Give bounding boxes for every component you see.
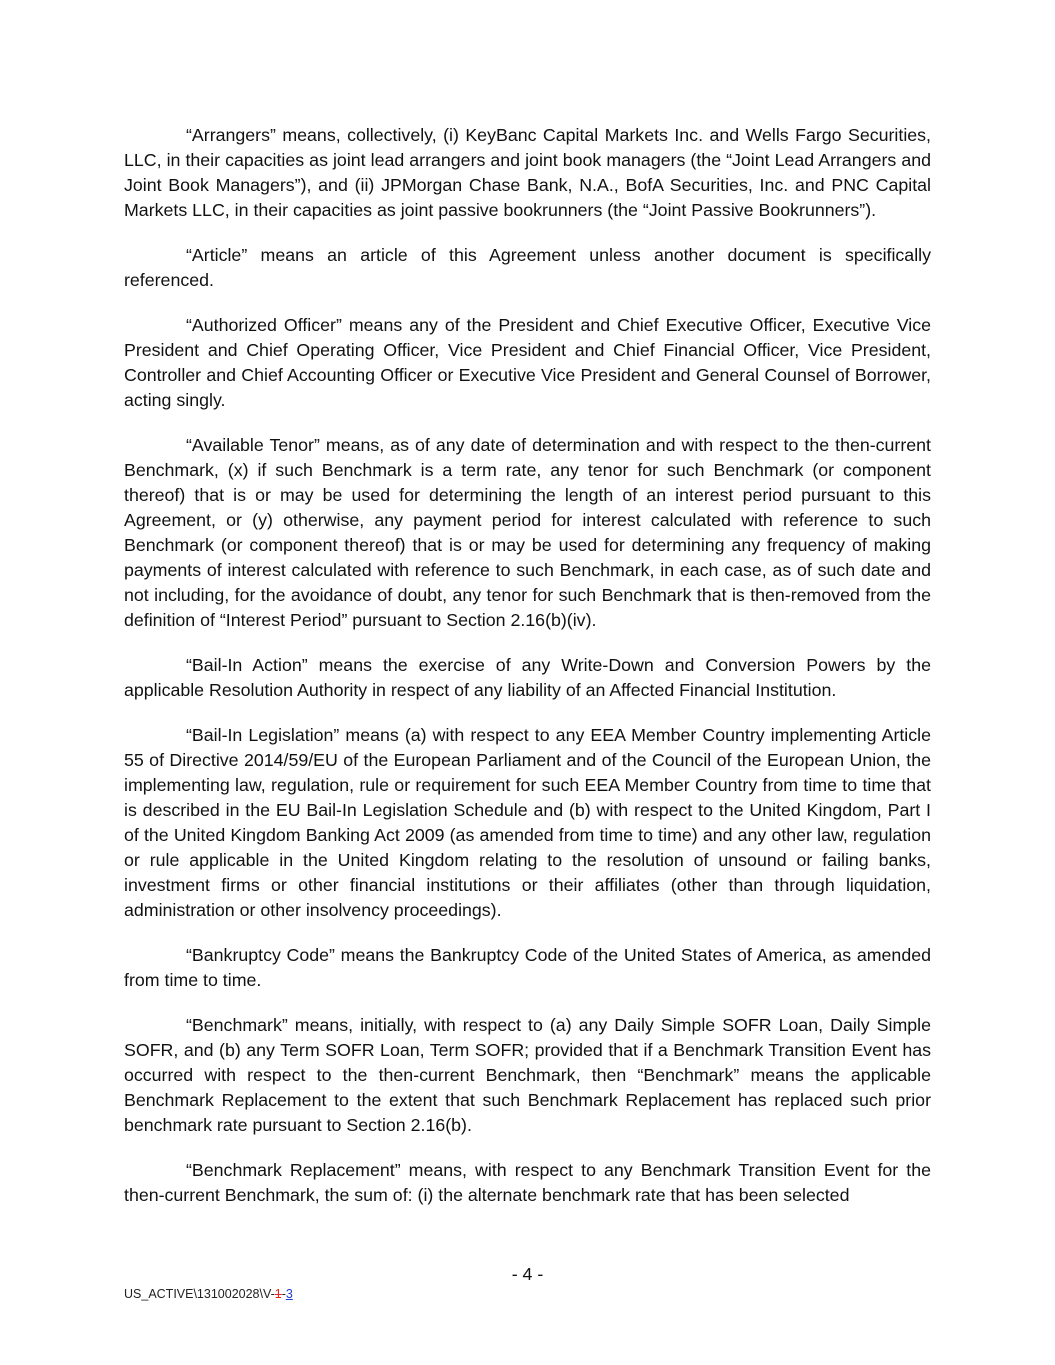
definition-benchmark-replacement: “Benchmark Replacement” means, with respect to any Benchmark Transition Event for the then-current Benchmark, the sum of: (i) the alternate benchmark rate that has been selected — [124, 1160, 931, 1205]
definition-bail-in-action: “Bail-In Action” means the exercise of any Write-Down and Conversion Powers by the applicable Resolution Authority in respect of any liability of an Affected Financial Institution. — [124, 655, 931, 700]
definition-benchmark: “Benchmark” means, initially, with respect to (a) any Daily Simple SOFR Loan, Daily Simple SOFR, and (b) any Term SOFR Loan, Term SOFR; provided that if a Benchmark Transition Event has occurred with respect to the then-current Benchmark, then “Benchmark” means the applicable Benchmark Replacement to the extent that such Benchmark Replacement has replaced such prior benchmark rate pursuant to Section 2.16(b). — [124, 1015, 931, 1135]
document-id-separator: - — [281, 1287, 286, 1301]
definition-arrangers: “Arrangers” means, collectively, (i) KeyBanc Capital Markets Inc. and Wells Fargo Securities, LLC, in their capacities as joint lead arrangers and joint book managers (the “Joint Lead Arrangers and Joint Book Managers”), and (ii) JPMorgan Chase Bank, N.A., BofA Securities, Inc. and PNC Capital Markets LLC, in their capacities as joint passive bookrunners (the “Joint Passive Bookrunners”). — [124, 125, 931, 220]
definition-authorized-officer: “Authorized Officer” means any of the President and Chief Executive Officer, Executive Vice President and Chief Operating Officer, Vice President and Chief Financial Officer, Vice President, Controller and Chief Accounting Officer or Executive Vice President and General Counsel of Borrower, acting singly. — [124, 315, 931, 410]
document-id-footer — [124, 1286, 293, 1302]
document-id-prefix: US_ACTIVE\131002028\V- — [124, 1287, 275, 1301]
definition-article: “Article” means an article of this Agreement unless another document is specifically referenced. — [124, 245, 931, 290]
definition-bail-in-legislation: “Bail-In Legislation” means (a) with respect to any EEA Member Country implementing Article 55 of Directive 2014/59/EU of the European Parliament and of the Council of the European Union, the implementing law, regulation, rule or requirement for such EEA Member Country from time to time that is described in the EU Bail-In Legislation Schedule and (b) with respect to the United Kingdom, Part I of the United Kingdom Banking Act 2009 (as amended from time to time) and any other law, regulation or rule applicable in the United Kingdom relating to the resolution of unsound or failing banks, investment firms or other financial institutions or their affiliates (other than through liquidation, administration or other insolvency proceedings). — [124, 725, 931, 920]
definition-available-tenor: “Available Tenor” means, as of any date of determination and with respect to the then-current Benchmark, (x) if such Benchmark is a term rate, any tenor for such Benchmark (or component thereof) that is or may be used for determining the length of an interest period pursuant to this Agreement, or (y) otherwise, any payment period for interest calculated with reference to such Benchmark (or component thereof) that is or may be used for determining any frequency of making payments of interest calculated with reference to such Benchmark, in each case, as of such date and not including, for the avoidance of doubt, any tenor for such Benchmark that is then-removed from the definition of “Interest Period” pursuant to Section 2.16(b)(iv). — [124, 435, 931, 630]
page-number: - 4 - — [511, 1264, 544, 1284]
document-body — [124, 123, 931, 1228]
definition-bankruptcy-code: “Bankruptcy Code” means the Bankruptcy Code of the United States of America, as amended from time to time. — [124, 945, 931, 990]
document-id-deleted-version: 1 — [274, 1287, 282, 1301]
document-id-inserted-version: 3 — [285, 1287, 293, 1301]
